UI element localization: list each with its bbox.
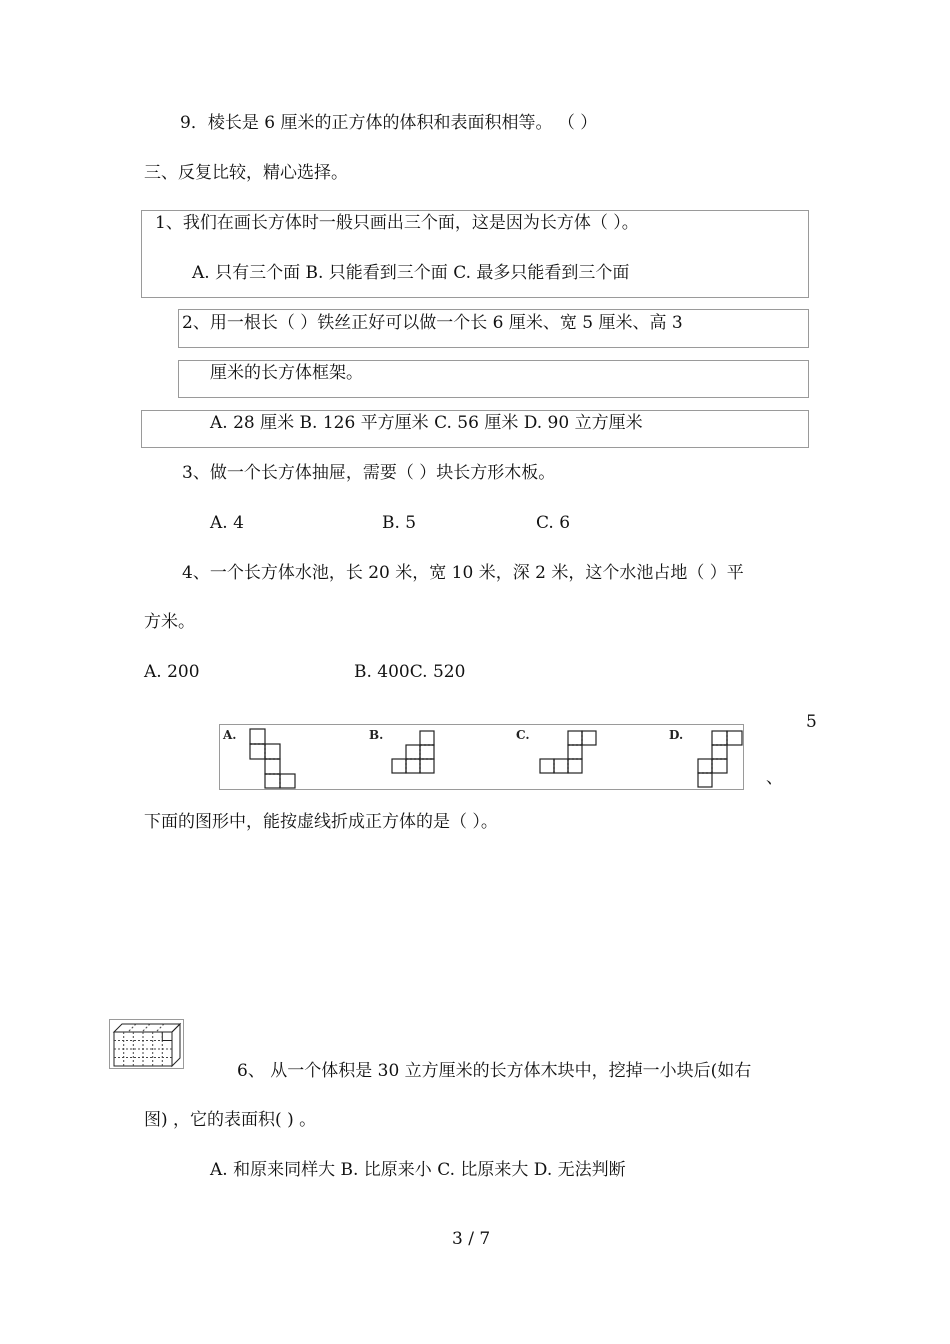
question-5-text: 下面的图形中，能按虚线折成正方体的是（ ）。 bbox=[144, 812, 498, 832]
question-4-option-a: A. 200 bbox=[144, 662, 200, 682]
question-2-text-line1: 2、用一根长（ ）铁丝正好可以做一个长 6 厘米、宽 5 厘米、高 3 bbox=[182, 313, 683, 333]
question-1-text: 1、我们在画长方体时一般只画出三个面，这是因为长方体（ ）。 bbox=[155, 213, 639, 233]
net-c-label: C. bbox=[516, 728, 530, 742]
question-5-mark: 、 bbox=[766, 768, 783, 788]
cube-nets-figure bbox=[219, 724, 744, 790]
net-d-label: D. bbox=[669, 728, 684, 742]
block-figure-svg bbox=[110, 1020, 183, 1068]
question-1-options: A. 只有三个面 B. 只能看到三个面 C. 最多只能看到三个面 bbox=[192, 263, 630, 283]
question-3-text: 3、做一个长方体抽屉，需要（ ）块长方形木板。 bbox=[182, 463, 556, 483]
question-3-option-b: B. 5 bbox=[382, 513, 417, 533]
question-4-text-line2: 方米。 bbox=[144, 612, 195, 632]
net-a-shape bbox=[250, 729, 295, 788]
block-figure bbox=[109, 1019, 184, 1069]
section-title: 三、反复比较，精心选择。 bbox=[144, 163, 348, 183]
cube-nets-svg bbox=[220, 725, 743, 789]
question-5-number: 5 bbox=[806, 712, 817, 732]
net-b-shape bbox=[392, 731, 434, 773]
question-4-option-bc: B. 400C. 520 bbox=[354, 662, 466, 682]
question-6-text-line2: 图) ，它的表面积( ) 。 bbox=[144, 1110, 317, 1130]
question-6-options: A. 和原来同样大 B. 比原来小 C. 比原来大 D. 无法判断 bbox=[210, 1160, 626, 1180]
question-3-option-a: A. 4 bbox=[210, 513, 244, 533]
question-2-text-line2: 厘米的长方体框架。 bbox=[210, 363, 363, 383]
net-a-label: A. bbox=[223, 728, 237, 742]
net-d-shape bbox=[698, 731, 742, 787]
question-6-text-line1: 6、 从一个体积是 30 立方厘米的长方体木块中，挖掉一小块后(如右 bbox=[237, 1061, 752, 1081]
question-3-option-c: C. 6 bbox=[536, 513, 571, 533]
net-c-shape bbox=[540, 731, 596, 773]
question-9: 9．棱长是 6 厘米的正方体的体积和表面积相等。 （ ） bbox=[180, 113, 598, 133]
page-number: 3 / 7 bbox=[452, 1229, 491, 1249]
net-b-label: B. bbox=[369, 728, 384, 742]
question-2-options: A. 28 厘米 B. 126 平方厘米 C. 56 厘米 D. 90 立方厘米 bbox=[210, 413, 643, 433]
question-4-text-line1: 4、一个长方体水池，长 20 米，宽 10 米，深 2 米，这个水池占地（ ）平 bbox=[182, 563, 744, 583]
